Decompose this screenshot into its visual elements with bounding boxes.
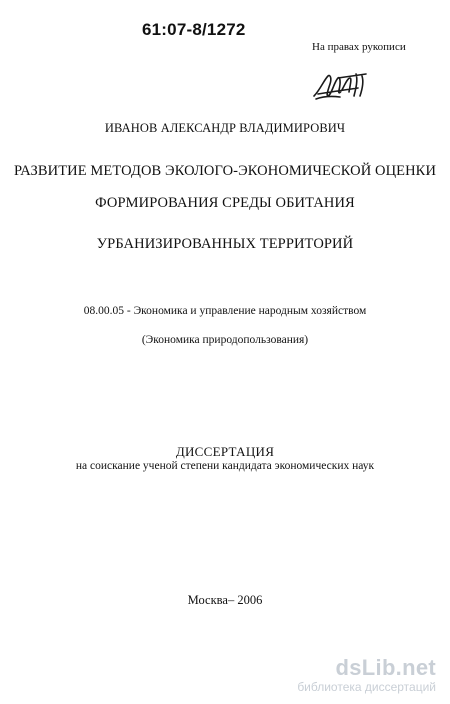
handwritten-signature (310, 66, 380, 106)
watermark-tagline: библиотека диссертаций (297, 680, 436, 694)
rights-notice: На правах рукописи (312, 41, 406, 53)
watermark (297, 656, 436, 694)
degree-line: на соискание ученой степени кандидата экономических наук (75, 460, 375, 472)
title-line-2: ФОРМИРОВАНИЯ СРЕДЫ ОБИТАНИЯ (95, 195, 355, 211)
specialty-code: 08.00.05 - Экономика и управление народным хозяйством (83, 305, 367, 317)
city-year: Москва– 2006 (187, 593, 263, 607)
title-line-3: УРБАНИЗИРОВАННЫХ ТЕРРИТОРИЙ (96, 236, 354, 252)
specialty-note: (Экономика природопользования) (141, 334, 309, 346)
document-type: ДИССЕРТАЦИЯ (175, 444, 275, 459)
catalog-code: 61:07-8/1272 (142, 20, 246, 39)
title-line-1: РАЗВИТИЕ МЕТОДОВ ЭКОЛОГО-ЭКОНОМИЧЕСКОЙ ОЦЕНКИ (13, 163, 437, 179)
watermark-logo: dsLib.net (335, 655, 436, 680)
author-name: ИВАНОВ АЛЕКСАНДР ВЛАДИМИРОВИЧ (104, 121, 346, 135)
